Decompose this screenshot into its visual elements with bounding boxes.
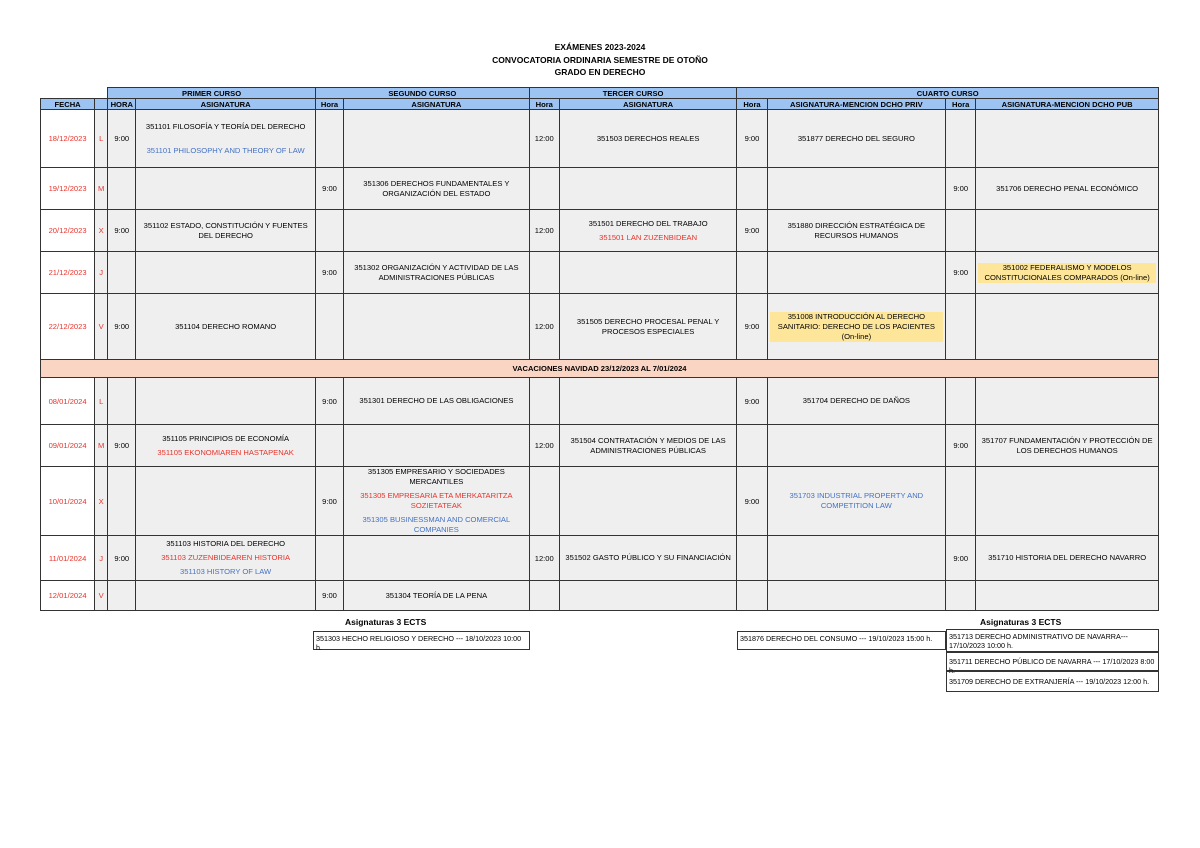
subject-line: 351504 CONTRATACIÓN Y MEDIOS DE LAS ADMINISTRACIONES PÚBLICAS [570,435,726,455]
exam-time-3: 12:00 [529,536,559,581]
exam-time-5 [946,581,976,611]
subject-cell-4 [767,425,946,467]
subject-line: 351102 ESTADO, CONSTITUCIÓN Y FUENTES DEL DERECHO [143,220,308,240]
weekday: J [95,536,108,581]
col-dia [95,99,108,110]
exam-time-2 [315,110,343,168]
subject-cell-2 [344,168,530,210]
subject-cell-3 [559,581,737,611]
subject-cell-4 [767,378,946,425]
exam-row [41,467,1159,536]
title-line-1: EXÁMENES 2023-2024 [554,42,646,52]
weekday: L [95,378,108,425]
title-line-3: GRADO EN DERECHO [554,67,646,77]
exam-row [41,110,1159,168]
exam-time-1 [108,581,136,611]
subject-line: 351101 PHILOSOPHY AND THEORY OF LAW [146,145,305,155]
exam-time-1: 9:00 [108,294,136,360]
subject-cell-4 [767,168,946,210]
subject-cell-3 [559,168,737,210]
exam-time-5: 9:00 [946,536,976,581]
exam-time-1 [108,467,136,536]
subject-cell-2 [344,467,530,536]
schedule-body [41,110,1159,611]
subject-cell-5 [976,110,1159,168]
exam-row [41,425,1159,467]
subject-line: 351301 DERECHO DE LAS OBLIGACIONES [359,396,514,405]
exam-date: 10/01/2024 [41,467,95,536]
exam-row [41,378,1159,425]
subject-cell-1 [136,536,316,581]
subject-line: 351104 DERECHO ROMANO [175,321,277,331]
exam-schedule-table [40,87,1159,611]
subject-line: 351502 GASTO PÚBLICO Y SU FINANCIACIÓN [565,553,731,562]
weekday: V [95,294,108,360]
exam-time-3: 12:00 [529,110,559,168]
subject-line: 351707 FUNDAMENTACIÓN Y PROTECCIÓN DE LOS DERECHOS HUMANOS [981,435,1153,455]
blank-header-cell [41,88,108,99]
exam-row [41,294,1159,360]
exam-time-3 [529,378,559,425]
exam-time-4 [737,168,767,210]
subject-cell-1 [136,467,316,536]
subject-line: 351008 INTRODUCCIÓN AL DERECHO SANITARIO: DERECHO DE LOS PACIENTES (On-line) [770,312,944,342]
exam-time-5: 9:00 [946,168,976,210]
exam-time-4 [737,425,767,467]
subject-cell-3 [559,536,737,581]
subject-cell-4 [767,252,946,294]
subject-cell-5 [976,210,1159,252]
subject-line: 351103 HISTORIA DEL DERECHO [166,539,286,548]
exam-time-4: 9:00 [737,210,767,252]
subject-line: 351877 DERECHO DEL SEGURO [797,133,915,143]
col-hora-2: Hora [315,99,343,110]
subject-cell-2 [344,294,530,360]
col-asignatura-1: ASIGNATURA [136,99,316,110]
exam-row [41,581,1159,611]
subject-line: 351710 HISTORIA DEL DERECHO NAVARRO [988,553,1147,562]
exam-time-4: 9:00 [737,294,767,360]
subject-cell-3 [559,294,737,360]
exam-date: 19/12/2023 [41,168,95,210]
subject-cell-3 [559,210,737,252]
exam-date: 12/01/2024 [41,581,95,611]
ects-title-left: Asignaturas 3 ECTS [345,617,427,627]
subject-cell-1 [136,210,316,252]
weekday: M [95,168,108,210]
subject-cell-5 [976,425,1159,467]
subject-line: 351304 TEORÍA DE LA PENA [385,590,488,600]
document-title [0,41,1200,79]
exam-date: 11/01/2024 [41,536,95,581]
exam-time-5 [946,110,976,168]
subject-line: 351503 DERECHOS REALES [596,133,700,143]
subject-line: 351706 DERECHO PENAL ECONÓMICO [996,183,1139,193]
exam-time-2 [315,294,343,360]
subject-cell-2 [344,425,530,467]
subject-cell-3 [559,467,737,536]
subject-line: 351103 ZUZENBIDEAREN HISTORIA [161,553,291,562]
subject-line: 351505 DERECHO PROCESAL PENAL Y PROCESOS ESPECIALES [576,316,720,336]
subject-line: 351302 ORGANIZACIÓN Y ACTIVIDAD DE LAS ADMINISTRACIONES PÚBLICAS [354,262,519,282]
exam-time-1 [108,168,136,210]
subject-cell-5 [976,252,1159,294]
exam-row [41,252,1159,294]
weekday: M [95,425,108,467]
col-hora-3: Hora [529,99,559,110]
col-asignatura-priv: ASIGNATURA-MENCION DCHO PRIV [767,99,946,110]
subject-cell-2 [344,110,530,168]
exam-time-3 [529,581,559,611]
subject-cell-5 [976,536,1159,581]
subject-cell-3 [559,425,737,467]
subject-line: 351305 EMPRESARIA ETA MERKATARITZA SOZIETATEAK [360,491,513,510]
subject-cell-5 [976,378,1159,425]
subject-cell-4 [767,294,946,360]
subject-line: 351105 PRINCIPIOS DE ECONOMÍA [162,433,290,443]
exam-date: 18/12/2023 [41,110,95,168]
ects-pub-3: 351709 DERECHO DE EXTRANJERÍA --- 19/10/2023 12:00 h. [946,671,1159,692]
weekday: V [95,581,108,611]
exam-time-2 [315,210,343,252]
subject-cell-5 [976,581,1159,611]
exam-time-2 [315,425,343,467]
subject-cell-4 [767,581,946,611]
fourth-course-header: CUARTO CURSO [737,88,1159,99]
subject-cell-5 [976,168,1159,210]
ects-second-course: 351303 HECHO RELIGIOSO Y DERECHO --- 18/10/2023 10:00 h. [313,631,530,650]
exam-row [41,168,1159,210]
subject-cell-2 [344,378,530,425]
exam-time-3 [529,467,559,536]
ects-pub-1: 351713 DERECHO ADMINISTRATIVO DE NAVARRA--- 17/10/2023 10:00 h. [946,629,1159,652]
subject-line: 351103 HISTORY OF LAW [180,567,272,576]
first-course-header: PRIMER CURSO [108,88,316,99]
exam-time-1 [108,378,136,425]
exam-time-4: 9:00 [737,378,767,425]
exam-time-3: 12:00 [529,294,559,360]
exam-date: 22/12/2023 [41,294,95,360]
exam-date: 21/12/2023 [41,252,95,294]
exam-row [41,210,1159,252]
exam-time-2: 9:00 [315,168,343,210]
exam-time-2: 9:00 [315,467,343,536]
exam-time-3: 12:00 [529,210,559,252]
subject-line: 351306 DERECHOS FUNDAMENTALES Y ORGANIZACIÓN DEL ESTADO [363,178,510,198]
exam-time-4: 9:00 [737,467,767,536]
exam-time-4 [737,581,767,611]
subject-cell-1 [136,581,316,611]
subject-cell-3 [559,110,737,168]
subject-line: 351105 EKONOMIAREN HASTAPENAK [157,447,294,457]
column-header-row [41,99,1159,110]
ects-priv: 351876 DERECHO DEL CONSUMO --- 19/10/2023 15:00 h. [737,631,946,650]
exam-time-5: 9:00 [946,425,976,467]
subject-cell-2 [344,210,530,252]
exam-date: 08/01/2024 [41,378,95,425]
exam-time-1: 9:00 [108,425,136,467]
exam-time-3: 12:00 [529,425,559,467]
weekday: X [95,210,108,252]
weekday: X [95,467,108,536]
ects-pub-2: 351711 DERECHO PÚBLICO DE NAVARRA --- 17/10/2023 8:00 h. [946,652,1159,671]
exam-time-5 [946,467,976,536]
exam-time-4 [737,536,767,581]
exam-time-5 [946,294,976,360]
subject-cell-3 [559,252,737,294]
weekday: J [95,252,108,294]
subject-cell-1 [136,294,316,360]
exam-time-2: 9:00 [315,581,343,611]
exam-time-4 [737,252,767,294]
subject-line: 351704 DERECHO DE DAÑOS [802,396,910,405]
col-asignatura-pub: ASIGNATURA-MENCION DCHO PUB [976,99,1159,110]
exam-time-1 [108,252,136,294]
exam-date: 09/01/2024 [41,425,95,467]
col-hora-1: HORA [108,99,136,110]
subject-line: 351305 BUSINESSMAN AND COMERCIAL COMPANIES [362,515,511,534]
course-header-row [41,88,1159,99]
col-hora-4: Hora [737,99,767,110]
exam-time-3 [529,252,559,294]
subject-cell-5 [976,467,1159,536]
subject-line: 351101 FILOSOFÍA Y TEORÍA DEL DERECHO [145,121,306,131]
subject-cell-1 [136,425,316,467]
exam-time-5 [946,210,976,252]
subject-cell-2 [344,536,530,581]
exam-time-2: 9:00 [315,252,343,294]
subject-cell-2 [344,252,530,294]
subject-cell-1 [136,252,316,294]
subject-line: 351501 LAN ZUZENBIDEAN [599,232,698,242]
col-asignatura-3: ASIGNATURA [559,99,737,110]
subject-cell-4 [767,110,946,168]
subject-cell-4 [767,536,946,581]
exam-time-5 [946,378,976,425]
third-course-header: TERCER CURSO [529,88,737,99]
exam-time-2 [315,536,343,581]
subject-line: 351305 EMPRESARIO Y SOCIEDADES MERCANTILES [367,467,505,486]
exam-time-2: 9:00 [315,378,343,425]
subject-line: 351501 DERECHO DEL TRABAJO [588,218,708,228]
subject-line [138,132,313,142]
ects-title-right: Asignaturas 3 ECTS [980,617,1062,627]
second-course-header: SEGUNDO CURSO [315,88,529,99]
col-fecha: FECHA [41,99,95,110]
exam-date: 20/12/2023 [41,210,95,252]
weekday: L [95,110,108,168]
exam-row [41,536,1159,581]
exam-time-1: 9:00 [108,210,136,252]
exam-time-3 [529,168,559,210]
subject-cell-1 [136,168,316,210]
col-asignatura-2: ASIGNATURA [344,99,530,110]
subject-cell-2 [344,581,530,611]
subject-line: 351002 FEDERALISMO Y MODELOS CONSTITUCIONALES COMPARADOS (On-line) [978,263,1156,283]
col-hora-5: Hora [946,99,976,110]
subject-line: 351880 DIRECCIÓN ESTRATÉGICA DE RECURSOS HUMANOS [787,220,926,240]
subject-cell-4 [767,467,946,536]
subject-cell-1 [136,110,316,168]
subject-cell-5 [976,294,1159,360]
exam-time-1: 9:00 [108,110,136,168]
subject-line: 351703 INDUSTRIAL PROPERTY AND COMPETITION LAW [789,491,924,510]
exam-time-5: 9:00 [946,252,976,294]
exam-time-4: 9:00 [737,110,767,168]
subject-cell-3 [559,378,737,425]
title-line-2: CONVOCATORIA ORDINARIA SEMESTRE DE OTOÑO [492,54,708,65]
vacation-row [41,360,1159,378]
exam-time-1: 9:00 [108,536,136,581]
subject-cell-4 [767,210,946,252]
vacation-banner: VACACIONES NAVIDAD 23/12/2023 AL 7/01/2024 [41,360,1159,378]
subject-cell-1 [136,378,316,425]
